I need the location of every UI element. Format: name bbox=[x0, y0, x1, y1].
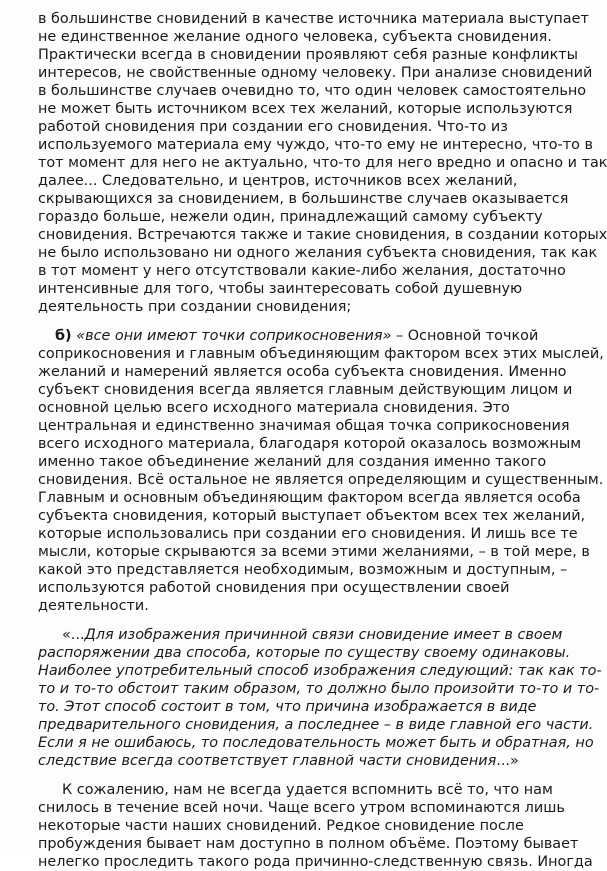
quote-text: Для изображения причинной связи сновидение имеет в своем bbox=[84, 627, 563, 643]
text-line: снилось в течение всей ночи. Чаще всего утром вспоминаются лишь bbox=[38, 800, 565, 816]
quote-line: Если я не ошибаюсь, то последовательность может быть и обратная, но bbox=[38, 735, 594, 751]
quote-line: то и то-то обстоит таким образом, то должно было произойти то-то и то- bbox=[38, 681, 600, 697]
text-line: именно такое объединение желаний для создания именно такого bbox=[38, 454, 547, 470]
text-line: сновидения. Встречаются также и такие сновидения, в создании которых bbox=[38, 227, 607, 243]
text-line: какой это представляется необходимым, возможным и доступным, – bbox=[38, 562, 568, 578]
text-fragment: – Основной точкой bbox=[391, 328, 539, 344]
text-line: далее... Следовательно, и центров, источников всех желаний, bbox=[38, 173, 518, 189]
text-line: желаний и намерений является особа субъекта сновидения. Именно bbox=[38, 364, 567, 380]
text-line: интересов, не свойственные одному человеку. При анализе сновидений bbox=[38, 65, 593, 81]
text-line: деятельности. bbox=[38, 598, 149, 614]
text-line: не может быть источником всех тех желаний, которые используются bbox=[38, 101, 573, 117]
text-line: мысли, которые скрываются за всеми этими желаниями, – в той мере, в bbox=[38, 544, 590, 560]
text-line: используемого материала ему чуждо, что-то ему не интересно, что-то в bbox=[38, 137, 593, 153]
text-line: гораздо больше, нежели один, принадлежащий самому субъекту bbox=[38, 209, 543, 225]
text-line: всего исходного материала, благодаря которой оказалось возможным bbox=[38, 436, 582, 452]
text-line bbox=[55, 327, 578, 345]
quote-close-mark: ...» bbox=[496, 753, 519, 769]
text-line bbox=[62, 626, 578, 644]
text-line: К сожалению, нам не всегда удается вспомнить всё то, что нам bbox=[62, 782, 553, 798]
item-heading: «все они имеют точки соприкосновения» bbox=[76, 328, 392, 344]
quote-open-mark: «... bbox=[62, 627, 85, 643]
text-line: в тот момент у него отсутствовали какие-либо желания, достаточно bbox=[38, 263, 566, 279]
quote-line: Наиболее употребительный способ изображения следующий: так как то- bbox=[38, 663, 602, 679]
text-line: скрывающихся за сновидением, в большинстве случаев оказывается bbox=[38, 191, 569, 207]
text-line: работой сновидения при создании его сновидения. Что-то из bbox=[38, 119, 508, 135]
text-line: в большинстве случаев очевидно то, что один человек самостоятельно bbox=[38, 83, 587, 99]
text-line: центральная и единственно значимая общая точка соприкосновения bbox=[38, 418, 570, 434]
text-line: используются работой сновидения при осуществлении своей bbox=[38, 580, 510, 596]
text-line: в большинстве сновидений в качестве источника материала выступает bbox=[38, 11, 589, 27]
text-line: сновидения. Всё остальное не является определяющим и существенным. bbox=[38, 472, 604, 488]
text-line: нелегко проследить такого рода причинно-следственную связь. Иногда bbox=[38, 854, 593, 870]
text-line: не было использовано ни одного желания субъекта сновидения, так как bbox=[38, 245, 598, 261]
text-line: субъекта сновидения, который выступает объектом всех тех желаний, bbox=[38, 508, 586, 524]
text-line: Практически всегда в сновидении проявляют себя разные конфликты bbox=[38, 47, 579, 63]
quote-text: следствие всегда соответствует главной части сновидения bbox=[38, 753, 497, 769]
text-line: субъект сновидения всегда является главным действующим лицом и bbox=[38, 382, 573, 398]
text-line bbox=[38, 752, 578, 770]
quote-line: предварительного сновидения, а последнее – в виде главной его части. bbox=[38, 717, 594, 733]
text-line: основной целью всего исходного материала сновидения. Это bbox=[38, 400, 510, 416]
text-line: которые использовались при создании его сновидения. И лишь все те bbox=[38, 526, 578, 542]
text-line: деятельность при создании сновидения; bbox=[38, 299, 352, 315]
text-line: некоторые части наших сновидений. Редкое сновидение после bbox=[38, 818, 524, 834]
item-marker: б) bbox=[55, 328, 72, 344]
quote-line: то. Этот способ состоит в том, что причина изображается в виде bbox=[38, 699, 537, 715]
text-line: не единственное желание одного человека, субъекта сновидения. bbox=[38, 29, 552, 45]
quote-line: распоряжении два способа, которые по существу своему одинаковы. bbox=[38, 645, 571, 661]
text-line: интенсивные для того, чтобы заинтересовать собой душевную bbox=[38, 281, 523, 297]
text-line: соприкосновения и главным объединяющим фактором всех этих мыслей, bbox=[38, 346, 604, 362]
text-line: Главным и основным объединяющим фактором всегда является особа bbox=[38, 490, 581, 506]
text-line: пробуждения бывает нам доступно в полном объёме. Поэтому бывает bbox=[38, 836, 579, 852]
text-line: тот момент для него не актуально, что-то для него вредно и опасно и так bbox=[38, 155, 607, 171]
